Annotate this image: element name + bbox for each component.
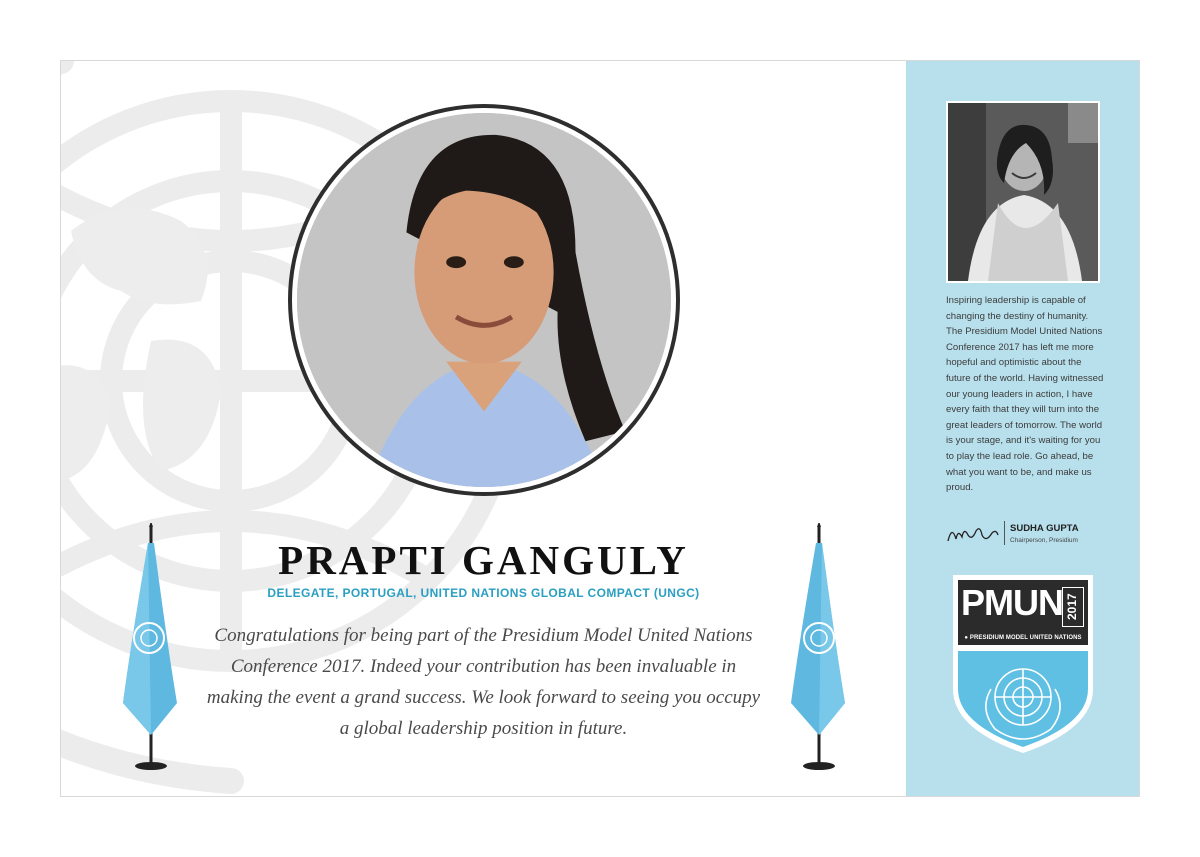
pmun-logo-text: PMUN [961, 582, 1063, 623]
delegate-photo [297, 113, 671, 487]
certificate-card [60, 60, 1140, 797]
chairperson-title: Chairperson, Presidium [1010, 537, 1078, 544]
main-panel [61, 61, 906, 797]
delegate-role: DELEGATE, PORTUGAL, UNITED NATIONS GLOBAL COMPACT (UNGC) [267, 586, 700, 600]
delegate-name: PRAPTI GANGULY [278, 537, 689, 583]
pmun-badge [949, 569, 1097, 757]
signature-block [946, 519, 1106, 549]
chairperson-photo [946, 101, 1100, 283]
handwritten-signature [946, 521, 1000, 547]
pmun-subtitle: ● PRESIDIUM MODEL UNITED NATIONS [964, 635, 1082, 641]
chairperson-quote: Inspiring leadership is capable of changing the destiny of humanity. The Presidium Model United Nations Conference 2017 has left me more hopeful and optimistic about the future of the world. Having witnessed our young leaders in action, I have every faith that they will turn into the great leaders of tomorrow. The world is your stage, and it's waiting for you to play the lead role. Go ahead, be what you want to be, and make us proud. [946, 295, 1104, 494]
congratulations-message: Congratulations for being part of the Presidium Model United Nations Conference 2017. Indeed your contribution has been invaluable in making the event a grand success. We look forward to seeing you occupy a global leadership position in future. [206, 625, 761, 739]
delegate-portrait-frame [288, 104, 680, 496]
pmun-year: 2017 [1062, 587, 1084, 627]
chairperson-panel [906, 61, 1140, 797]
chairperson-name: SUDHA GUPTA [1010, 523, 1079, 534]
signature-divider [1004, 521, 1005, 545]
